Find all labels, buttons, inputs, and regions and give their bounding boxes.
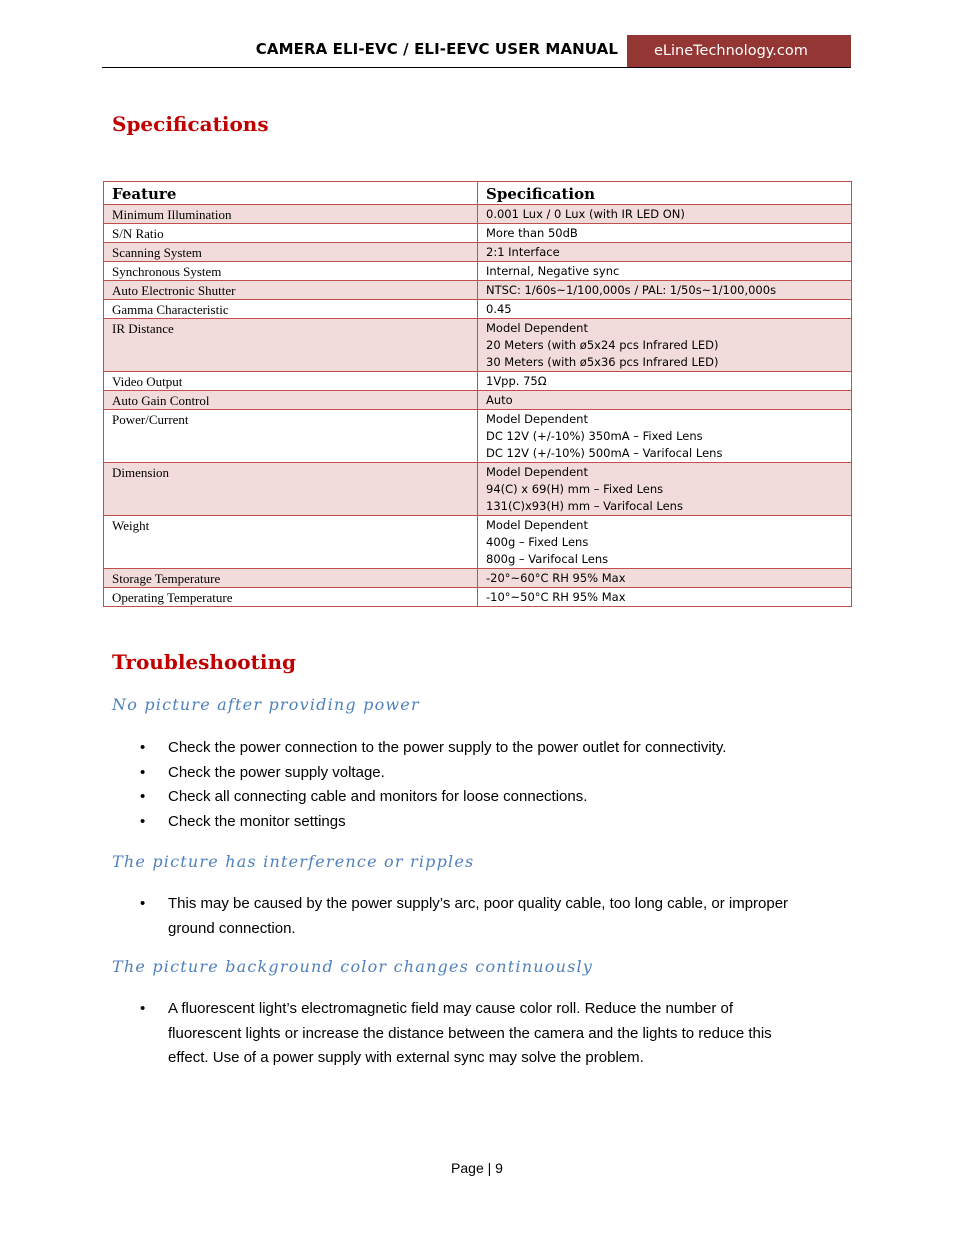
- list-item-text: • This may be caused by the power supply’s arc, poor quality cable, too long cable, or improper: [168, 895, 789, 912]
- list-item: [140, 761, 830, 786]
- bullet-list-interference: [140, 892, 830, 941]
- bullet-list-color-changes: [140, 997, 830, 1071]
- specification-line: 800g – Varifocal Lens: [486, 552, 609, 566]
- feature-cell: Minimum Illumination: [104, 205, 478, 224]
- specification-cell: [478, 281, 852, 300]
- specification-cell: [478, 588, 852, 607]
- feature-cell: Gamma Characteristic: [104, 300, 478, 319]
- list-item: [140, 892, 830, 941]
- specification-cell: [478, 224, 852, 243]
- specification-line: 30 Meters (with ø5x36 pcs Infrared LED): [486, 355, 719, 369]
- feature-cell: Auto Gain Control: [104, 391, 478, 410]
- specification-line: 94(C) x 69(H) mm – Fixed Lens: [486, 482, 664, 496]
- feature-cell: Video Output: [104, 372, 478, 391]
- specification-line: DC 12V (+/-10%) 500mA – Varifocal Lens: [486, 446, 723, 460]
- specification-cell: [478, 372, 852, 391]
- specification-cell: [478, 243, 852, 262]
- brand-banner: eLineTechnology.com: [627, 35, 851, 68]
- specification-line: Model Dependent: [486, 321, 588, 335]
- table-row: [104, 319, 852, 372]
- specification-cell: [478, 410, 852, 463]
- specification-line: 0.001 Lux / 0 Lux (with IR LED ON): [486, 207, 685, 221]
- list-item: [140, 736, 830, 761]
- specification-line: 1Vpp. 75Ω: [486, 374, 547, 388]
- list-item-text: effect. Use of a power supply with external sync may solve the problem.: [168, 1049, 644, 1066]
- list-item-text: ground connection.: [168, 919, 296, 937]
- table-row: [104, 569, 852, 588]
- table-row: [104, 516, 852, 569]
- table-row: [104, 262, 852, 281]
- specification-cell: [478, 300, 852, 319]
- specification-line: 400g – Fixed Lens: [486, 535, 589, 549]
- specification-line: More than 50dB: [486, 226, 578, 240]
- column-header-feature: Feature: [104, 182, 478, 205]
- column-header-specification: Specification: [478, 182, 852, 205]
- table-row: [104, 410, 852, 463]
- specification-line: 2:1 Interface: [486, 245, 560, 259]
- feature-cell: S/N Ratio: [104, 224, 478, 243]
- table-row: [104, 372, 852, 391]
- specification-cell: [478, 463, 852, 516]
- specification-line: -10°~50°C RH 95% Max: [486, 590, 626, 604]
- table-row: [104, 224, 852, 243]
- list-item-text: • Check the monitor settings: [168, 812, 346, 830]
- feature-cell: Scanning System: [104, 243, 478, 262]
- specification-cell: [478, 569, 852, 588]
- specifications-table: [103, 181, 852, 607]
- specification-cell: [478, 319, 852, 372]
- specification-line: 131(C)x93(H) mm – Varifocal Lens: [486, 499, 683, 513]
- list-item: [140, 810, 830, 835]
- list-item-text: • Check the power connection to the power supply to the power outlet for connectivity.: [168, 739, 727, 756]
- specification-cell: [478, 516, 852, 569]
- header-rule: [102, 67, 851, 68]
- subheading-color-changes: The picture background color changes continuously: [112, 957, 594, 976]
- list-item: [140, 997, 830, 1071]
- specification-line: -20°~60°C RH 95% Max: [486, 571, 626, 585]
- specification-line: Model Dependent: [486, 518, 588, 532]
- specification-line: DC 12V (+/-10%) 350mA – Fixed Lens: [486, 429, 703, 443]
- specification-line: Model Dependent: [486, 412, 588, 426]
- specifications-heading: Specifications: [112, 112, 269, 136]
- list-item-text: • A fluorescent light’s electromagnetic field may cause color roll. Reduce the number of: [168, 1000, 734, 1017]
- feature-cell: Operating Temperature: [104, 588, 478, 607]
- feature-cell: Synchronous System: [104, 262, 478, 281]
- feature-cell: Weight: [104, 516, 478, 569]
- specification-line: 0.45: [486, 302, 512, 316]
- table-row: [104, 281, 852, 300]
- page-number: Page | 9: [451, 1160, 503, 1176]
- specification-cell: [478, 262, 852, 281]
- table-row: [104, 243, 852, 262]
- specification-cell: [478, 205, 852, 224]
- troubleshooting-heading: Troubleshooting: [112, 650, 296, 674]
- table-row: [104, 588, 852, 607]
- bullet-list-no-picture: [140, 736, 830, 834]
- subheading-no-picture: No picture after providing power: [112, 695, 420, 714]
- list-item-text: • Check all connecting cable and monitors for loose connections.: [168, 788, 588, 805]
- feature-cell: Storage Temperature: [104, 569, 478, 588]
- manual-title: CAMERA ELI-EVC / ELI-EEVC USER MANUAL: [255, 40, 618, 58]
- table-row: [104, 300, 852, 319]
- list-item-text: fluorescent lights or increase the distance between the camera and the lights to reduce this: [168, 1024, 772, 1042]
- specification-line: Internal, Negative sync: [486, 264, 620, 278]
- specification-line: Model Dependent: [486, 465, 588, 479]
- list-item: [140, 785, 830, 810]
- feature-cell: IR Distance: [104, 319, 478, 372]
- table-row: [104, 391, 852, 410]
- feature-cell: Auto Electronic Shutter: [104, 281, 478, 300]
- subheading-interference: The picture has interference or ripples: [112, 852, 475, 871]
- specification-line: Auto: [486, 393, 513, 407]
- list-item-text: • Check the power supply voltage.: [168, 763, 385, 781]
- table-row: [104, 205, 852, 224]
- table-row: [104, 463, 852, 516]
- specification-line: 20 Meters (with ø5x24 pcs Infrared LED): [486, 338, 719, 352]
- specification-line: NTSC: 1/60s~1/100,000s / PAL: 1/50s~1/100,000s: [486, 283, 777, 297]
- feature-cell: Dimension: [104, 463, 478, 516]
- specification-cell: [478, 391, 852, 410]
- feature-cell: Power/Current: [104, 410, 478, 463]
- table-body: [104, 205, 852, 607]
- table-header-row: [104, 182, 852, 205]
